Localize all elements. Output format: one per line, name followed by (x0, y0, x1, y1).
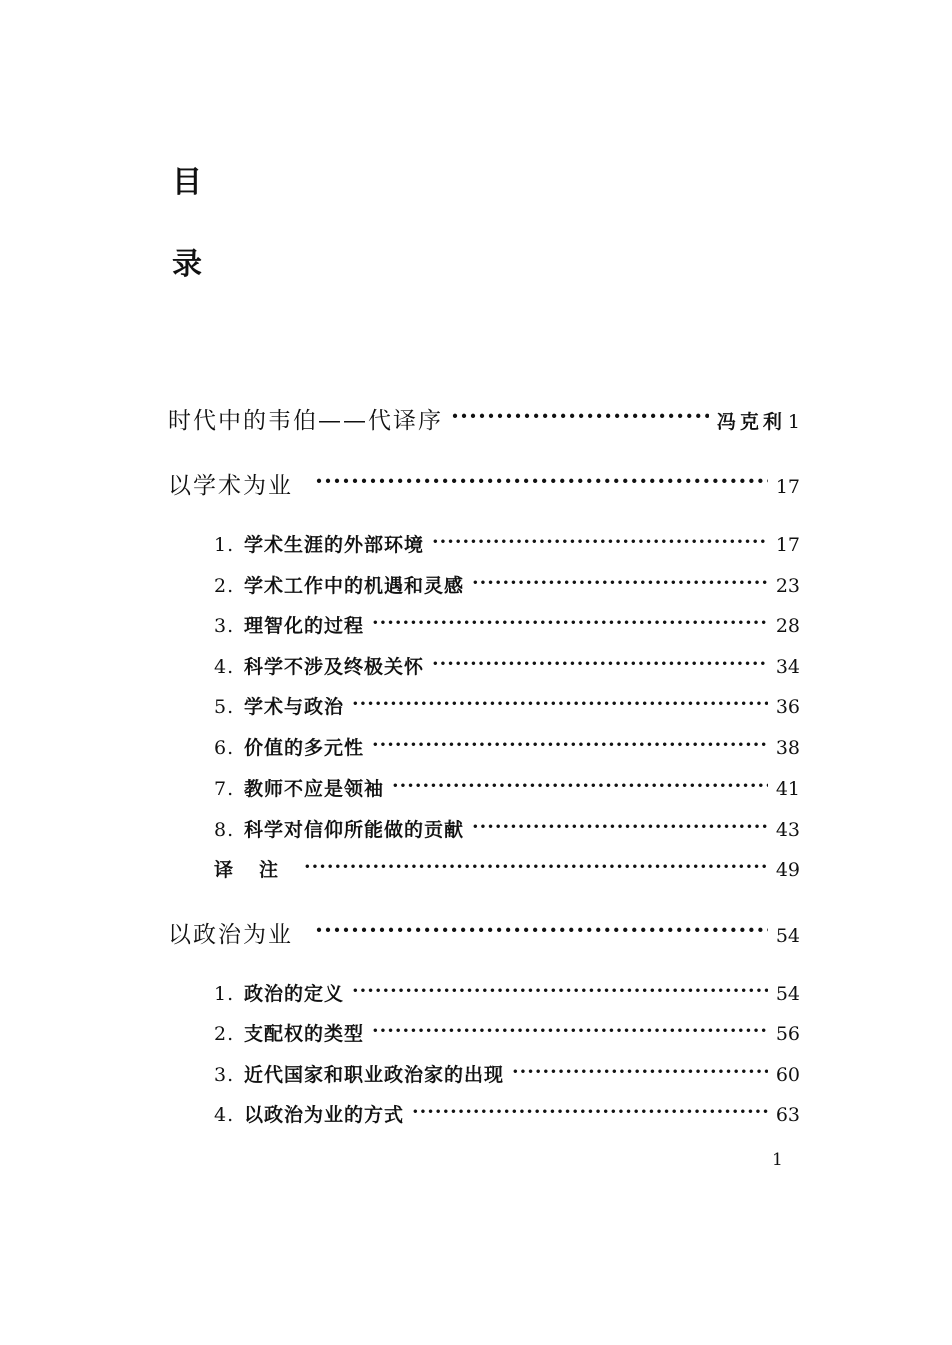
toc-item-page: 41 (775, 778, 800, 800)
toc-section-title: 以学术为业 (168, 473, 293, 499)
dot-leader (372, 1021, 768, 1040)
toc-item-number: 1. (214, 534, 235, 556)
toc-item-number: 8. (214, 819, 235, 841)
toc-item-title: 学术工作中的机遇和灵感 (244, 575, 465, 597)
toc-item[interactable] (214, 815, 800, 842)
toc-entry-title: 时代中的韦伯——代译序 (168, 408, 443, 434)
toc-item-notes[interactable] (214, 855, 800, 882)
toc-item-title: 支配权的类型 (244, 1023, 365, 1045)
toc-item[interactable] (214, 1019, 800, 1046)
toc-section-title: 以政治为业 (168, 922, 293, 948)
toc-item-title: 以政治为业的方式 (244, 1104, 405, 1126)
toc-section-page: 54 (775, 925, 800, 947)
dot-leader (372, 735, 768, 754)
dot-leader (372, 613, 768, 632)
toc-item-number: 2. (214, 575, 235, 597)
toc-item-number: 1. (214, 983, 235, 1005)
toc-item-page: 63 (775, 1104, 800, 1126)
toc-item[interactable] (214, 611, 800, 638)
toc-item-number: 6. (214, 737, 235, 759)
toc-item-number: 3. (214, 615, 235, 637)
toc-item-page: 54 (775, 983, 800, 1005)
toc-item[interactable] (214, 1060, 800, 1087)
toc-item-title: 科学对信仰所能做的贡献 (244, 819, 465, 841)
toc-item-number: 7. (214, 778, 235, 800)
dot-leader (412, 1102, 768, 1121)
toc-item-page: 17 (775, 534, 800, 556)
toc-item-title: 科学不涉及终极关怀 (244, 656, 425, 678)
toc-item[interactable] (214, 652, 800, 679)
toc-item-page: 23 (775, 575, 800, 597)
toc-item-page: 43 (775, 819, 800, 841)
toc-item-number: 2. (214, 1023, 235, 1045)
toc-item-title: 教师不应是领袖 (244, 778, 385, 800)
toc-item-page: 56 (775, 1023, 800, 1045)
toc-item-number: 4. (214, 656, 235, 678)
toc-item[interactable] (214, 1100, 800, 1127)
toc-entry-page: 1 (787, 411, 800, 433)
toc-item[interactable] (214, 774, 800, 801)
toc-item-title: 学术与政治 (244, 696, 345, 718)
dot-leader (472, 817, 768, 836)
toc-item-title: 译注 (214, 859, 305, 881)
toc-item-title: 近代国家和职业政治家的出现 (244, 1064, 505, 1086)
toc-item-title: 政治的定义 (244, 983, 345, 1005)
toc-item[interactable] (214, 571, 800, 598)
toc-item[interactable] (214, 530, 800, 557)
dot-leader (512, 1062, 768, 1081)
dot-leader (315, 470, 768, 493)
toc-item-page: 49 (775, 859, 800, 881)
toc-item[interactable] (214, 979, 800, 1006)
dot-leader (392, 776, 768, 795)
toc-item-number: 4. (214, 1104, 235, 1126)
toc-item-page: 60 (775, 1064, 800, 1086)
dot-leader (352, 694, 768, 713)
dot-leader (304, 857, 768, 876)
dot-leader (451, 405, 709, 428)
toc-item-title: 价值的多元性 (244, 737, 365, 759)
toc-item-number: 5. (214, 696, 235, 718)
toc-section-page: 17 (775, 476, 800, 498)
toc-item-page: 34 (775, 656, 800, 678)
dot-leader (315, 919, 768, 942)
dot-leader (432, 532, 768, 551)
dot-leader (472, 573, 768, 592)
heading-char-1: 目 (172, 165, 202, 200)
toc-item-page: 28 (775, 615, 800, 637)
toc-item-page: 38 (775, 737, 800, 759)
page-number: 1 (772, 1150, 783, 1170)
toc-item-title: 理智化的过程 (244, 615, 365, 637)
heading-char-2: 录 (172, 247, 202, 282)
toc-entry-author: 冯克利 (716, 411, 786, 433)
toc-entry-intro[interactable] (168, 402, 800, 435)
toc-item[interactable] (214, 733, 800, 760)
dot-leader (432, 654, 768, 673)
toc-section-2[interactable] (168, 916, 800, 949)
dot-leader (352, 981, 768, 1000)
toc-item-page: 36 (775, 696, 800, 718)
toc-item-number: 3. (214, 1064, 235, 1086)
toc-section-1[interactable] (168, 467, 800, 500)
toc-item-title: 学术生涯的外部环境 (244, 534, 425, 556)
toc-item[interactable] (214, 692, 800, 719)
